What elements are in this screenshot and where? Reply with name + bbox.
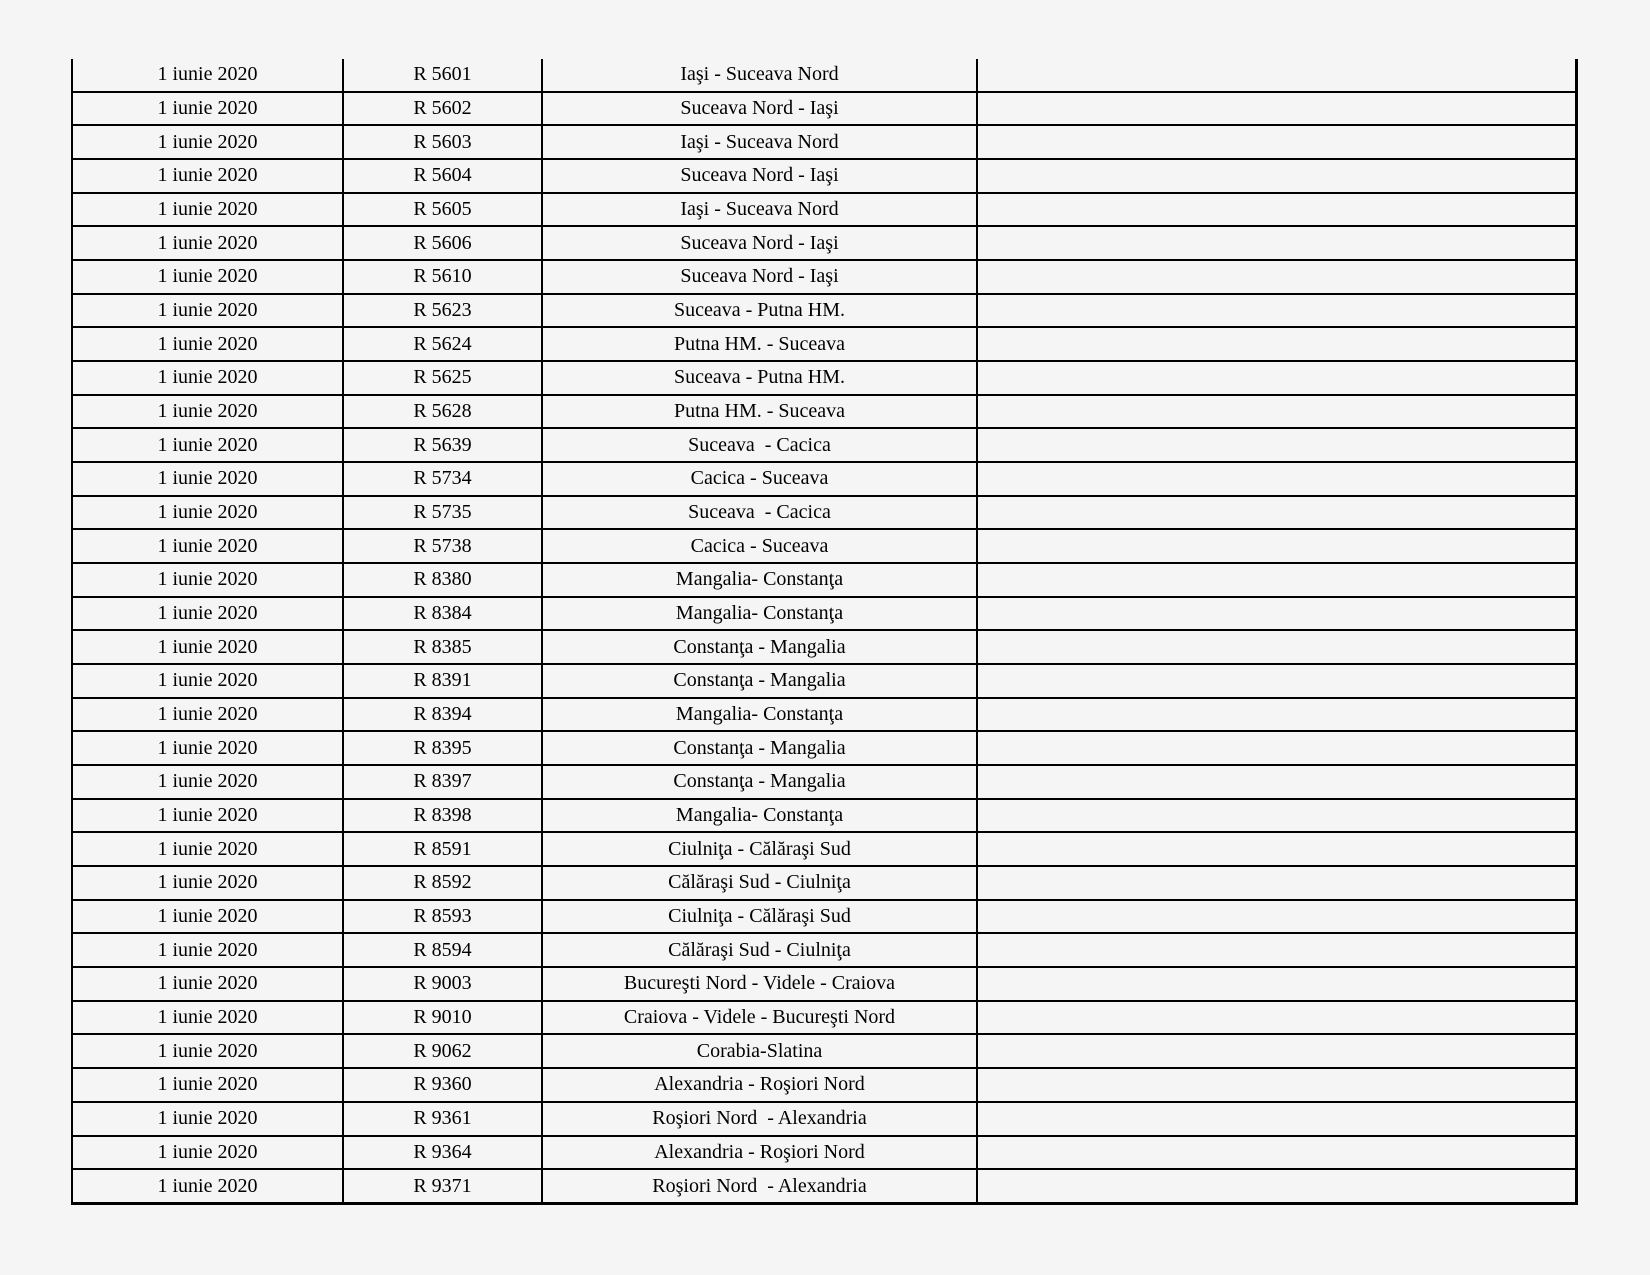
cell-route: Cacica - Suceava [543, 530, 978, 562]
table-row [73, 766, 1575, 800]
cell-train: R 8385 [344, 631, 543, 663]
table-row [73, 194, 1575, 228]
cell-route: Putna HM. - Suceava [543, 328, 978, 360]
cell-date: 1 iunie 2020 [73, 833, 344, 865]
table-row [73, 1170, 1575, 1205]
cell-notes [978, 93, 1575, 125]
cell-train: R 5601 [344, 59, 543, 91]
table-row [73, 328, 1575, 362]
cell-date: 1 iunie 2020 [73, 968, 344, 1000]
cell-route: Suceava Nord - Iaşi [543, 160, 978, 192]
table-row [73, 968, 1575, 1002]
cell-route: Alexandria - Roşiori Nord [543, 1069, 978, 1101]
cell-date: 1 iunie 2020 [73, 901, 344, 933]
cell-train: R 8593 [344, 901, 543, 933]
cell-train: R 9003 [344, 968, 543, 1000]
cell-train: R 8380 [344, 564, 543, 596]
cell-route: Suceava - Putna HM. [543, 362, 978, 394]
cell-notes [978, 968, 1575, 1000]
cell-date: 1 iunie 2020 [73, 766, 344, 798]
cell-train: R 9010 [344, 1002, 543, 1034]
cell-notes [978, 328, 1575, 360]
cell-train: R 5624 [344, 328, 543, 360]
cell-notes [978, 766, 1575, 798]
cell-date: 1 iunie 2020 [73, 867, 344, 899]
cell-train: R 9371 [344, 1170, 543, 1202]
cell-notes [978, 126, 1575, 158]
cell-notes [978, 1002, 1575, 1034]
table-row [73, 463, 1575, 497]
table-row [73, 867, 1575, 901]
cell-route: Ciulniţa - Călăraşi Sud [543, 833, 978, 865]
table-row [73, 396, 1575, 430]
cell-notes [978, 1137, 1575, 1169]
cell-train: R 8398 [344, 800, 543, 832]
cell-route: Constanţa - Mangalia [543, 665, 978, 697]
table-row [73, 1103, 1575, 1137]
cell-notes [978, 59, 1575, 91]
cell-route: Constanţa - Mangalia [543, 732, 978, 764]
cell-date: 1 iunie 2020 [73, 732, 344, 764]
table-row [73, 126, 1575, 160]
table-row [73, 598, 1575, 632]
cell-notes [978, 530, 1575, 562]
cell-route: Suceava Nord - Iaşi [543, 261, 978, 293]
cell-route: Constanţa - Mangalia [543, 631, 978, 663]
cell-date: 1 iunie 2020 [73, 227, 344, 259]
cell-notes [978, 833, 1575, 865]
cell-route: Suceava Nord - Iaşi [543, 93, 978, 125]
cell-date: 1 iunie 2020 [73, 194, 344, 226]
cell-notes [978, 463, 1575, 495]
cell-notes [978, 699, 1575, 731]
cell-notes [978, 800, 1575, 832]
train-schedule-table [71, 59, 1578, 1205]
cell-route: Mangalia- Constanţa [543, 699, 978, 731]
cell-date: 1 iunie 2020 [73, 598, 344, 630]
cell-train: R 9062 [344, 1035, 543, 1067]
table-row [73, 934, 1575, 968]
cell-train: R 8391 [344, 665, 543, 697]
cell-notes [978, 194, 1575, 226]
cell-date: 1 iunie 2020 [73, 497, 344, 529]
cell-route: Bucureşti Nord - Videle - Craiova [543, 968, 978, 1000]
cell-train: R 9360 [344, 1069, 543, 1101]
table-row [73, 1035, 1575, 1069]
cell-train: R 5639 [344, 429, 543, 461]
cell-date: 1 iunie 2020 [73, 93, 344, 125]
cell-train: R 9364 [344, 1137, 543, 1169]
cell-train: R 8594 [344, 934, 543, 966]
cell-train: R 5603 [344, 126, 543, 158]
table-row [73, 530, 1575, 564]
cell-date: 1 iunie 2020 [73, 564, 344, 596]
cell-train: R 5604 [344, 160, 543, 192]
table-row [73, 160, 1575, 194]
cell-train: R 8394 [344, 699, 543, 731]
table-row [73, 1002, 1575, 1036]
cell-route: Roşiori Nord - Alexandria [543, 1103, 978, 1135]
cell-train: R 5735 [344, 497, 543, 529]
table-row [73, 227, 1575, 261]
cell-train: R 5610 [344, 261, 543, 293]
cell-route: Mangalia- Constanţa [543, 598, 978, 630]
table-row [73, 497, 1575, 531]
cell-route: Corabia-Slatina [543, 1035, 978, 1067]
cell-notes [978, 564, 1575, 596]
table-row [73, 631, 1575, 665]
cell-train: R 9361 [344, 1103, 543, 1135]
cell-notes [978, 665, 1575, 697]
cell-train: R 5605 [344, 194, 543, 226]
cell-train: R 5606 [344, 227, 543, 259]
cell-notes [978, 934, 1575, 966]
table-row [73, 1137, 1575, 1171]
cell-notes [978, 261, 1575, 293]
cell-train: R 8591 [344, 833, 543, 865]
cell-date: 1 iunie 2020 [73, 530, 344, 562]
cell-route: Cacica - Suceava [543, 463, 978, 495]
table-row [73, 429, 1575, 463]
cell-route: Mangalia- Constanţa [543, 800, 978, 832]
cell-notes [978, 362, 1575, 394]
cell-route: Suceava - Putna HM. [543, 295, 978, 327]
cell-train: R 5623 [344, 295, 543, 327]
cell-train: R 8384 [344, 598, 543, 630]
cell-date: 1 iunie 2020 [73, 59, 344, 91]
table-row [73, 362, 1575, 396]
cell-route: Călăraşi Sud - Ciulniţa [543, 934, 978, 966]
cell-notes [978, 396, 1575, 428]
cell-notes [978, 1103, 1575, 1135]
cell-notes [978, 295, 1575, 327]
cell-notes [978, 227, 1575, 259]
table-row [73, 1069, 1575, 1103]
cell-notes [978, 1069, 1575, 1101]
cell-date: 1 iunie 2020 [73, 328, 344, 360]
cell-notes [978, 631, 1575, 663]
cell-date: 1 iunie 2020 [73, 362, 344, 394]
cell-date: 1 iunie 2020 [73, 934, 344, 966]
cell-route: Iaşi - Suceava Nord [543, 126, 978, 158]
cell-train: R 5628 [344, 396, 543, 428]
cell-train: R 8397 [344, 766, 543, 798]
table-row [73, 564, 1575, 598]
cell-date: 1 iunie 2020 [73, 800, 344, 832]
cell-date: 1 iunie 2020 [73, 1069, 344, 1101]
cell-route: Suceava Nord - Iaşi [543, 227, 978, 259]
cell-date: 1 iunie 2020 [73, 295, 344, 327]
table-row [73, 261, 1575, 295]
cell-route: Iaşi - Suceava Nord [543, 59, 978, 91]
cell-notes [978, 598, 1575, 630]
cell-route: Suceava - Cacica [543, 497, 978, 529]
cell-notes [978, 429, 1575, 461]
cell-date: 1 iunie 2020 [73, 396, 344, 428]
cell-train: R 5602 [344, 93, 543, 125]
cell-date: 1 iunie 2020 [73, 1103, 344, 1135]
cell-date: 1 iunie 2020 [73, 1170, 344, 1202]
cell-train: R 8592 [344, 867, 543, 899]
table-row [73, 901, 1575, 935]
cell-route: Putna HM. - Suceava [543, 396, 978, 428]
cell-route: Ciulniţa - Călăraşi Sud [543, 901, 978, 933]
table-row [73, 295, 1575, 329]
cell-date: 1 iunie 2020 [73, 126, 344, 158]
cell-date: 1 iunie 2020 [73, 261, 344, 293]
cell-notes [978, 732, 1575, 764]
cell-train: R 5738 [344, 530, 543, 562]
cell-notes [978, 1170, 1575, 1202]
cell-route: Roşiori Nord - Alexandria [543, 1170, 978, 1202]
cell-notes [978, 160, 1575, 192]
cell-date: 1 iunie 2020 [73, 631, 344, 663]
cell-route: Mangalia- Constanţa [543, 564, 978, 596]
cell-train: R 5625 [344, 362, 543, 394]
cell-notes [978, 1035, 1575, 1067]
cell-date: 1 iunie 2020 [73, 1002, 344, 1034]
table-row [73, 665, 1575, 699]
cell-notes [978, 867, 1575, 899]
cell-train: R 5734 [344, 463, 543, 495]
table-row [73, 800, 1575, 834]
cell-route: Constanţa - Mangalia [543, 766, 978, 798]
cell-date: 1 iunie 2020 [73, 665, 344, 697]
table-row [73, 732, 1575, 766]
cell-date: 1 iunie 2020 [73, 1137, 344, 1169]
table-row [73, 699, 1575, 733]
cell-notes [978, 901, 1575, 933]
cell-date: 1 iunie 2020 [73, 429, 344, 461]
cell-route: Iaşi - Suceava Nord [543, 194, 978, 226]
table-row [73, 93, 1575, 127]
cell-date: 1 iunie 2020 [73, 699, 344, 731]
table-row [73, 59, 1575, 93]
cell-date: 1 iunie 2020 [73, 463, 344, 495]
cell-train: R 8395 [344, 732, 543, 764]
cell-date: 1 iunie 2020 [73, 160, 344, 192]
cell-route: Suceava - Cacica [543, 429, 978, 461]
cell-route: Alexandria - Roşiori Nord [543, 1137, 978, 1169]
cell-route: Craiova - Videle - Bucureşti Nord [543, 1002, 978, 1034]
cell-date: 1 iunie 2020 [73, 1035, 344, 1067]
cell-route: Călăraşi Sud - Ciulniţa [543, 867, 978, 899]
table-row [73, 833, 1575, 867]
cell-notes [978, 497, 1575, 529]
